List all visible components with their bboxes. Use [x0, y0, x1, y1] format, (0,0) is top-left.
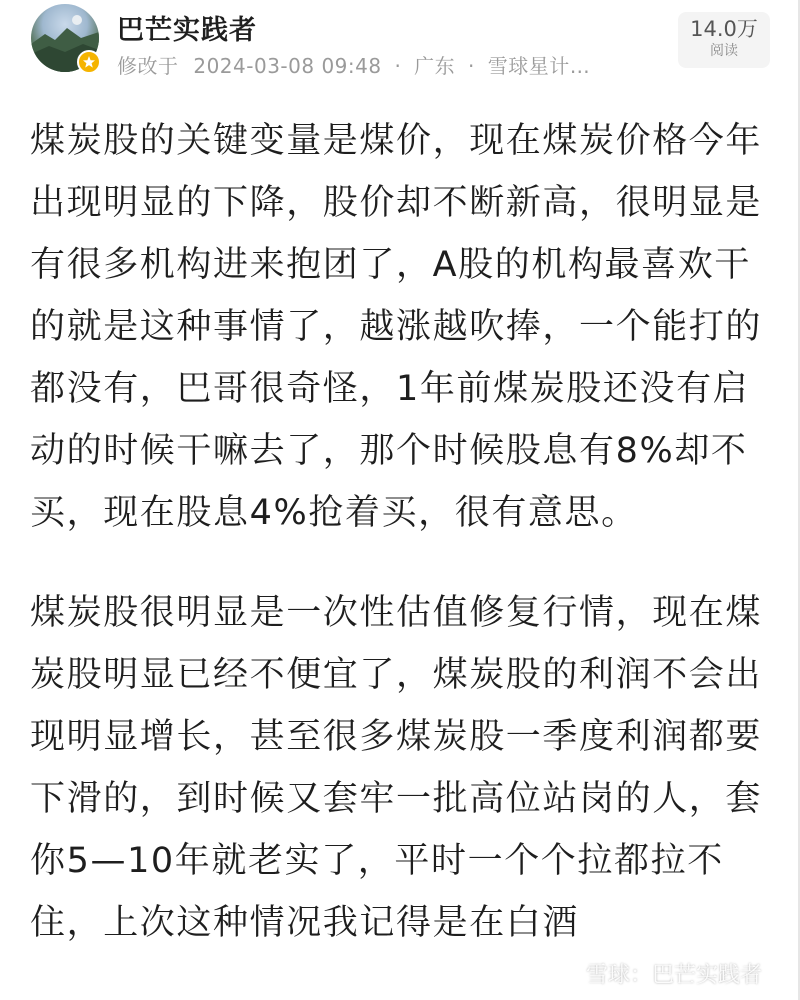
- meta-separator: ·: [468, 54, 475, 78]
- snowball-icon: [560, 962, 582, 990]
- meta-separator: ·: [394, 54, 402, 78]
- watermark-text: 雪球：巴芒实践者: [586, 963, 763, 988]
- read-label: 阅读: [710, 43, 738, 59]
- edited-time: 2024-03-08 09:48: [193, 54, 382, 78]
- author-name[interactable]: 巴芒实践者: [117, 15, 257, 46]
- read-count: 14.0万: [690, 17, 758, 41]
- post-header: [0, 0, 800, 95]
- verified-badge-icon: [77, 50, 101, 74]
- watermark: [560, 958, 762, 990]
- post-source[interactable]: 雪球星计…: [487, 54, 591, 78]
- post-paragraph: 煤炭股的关键变量是煤价，现在煤炭价格今年出现明显的下降，股价却不断新高，很明显是有很多机构进来抱团了，A股的机构最喜欢干的就是这种事情了，越涨越吹捧，一个能打的都没有，巴哥很奇怪，1年前煤炭股还没有启动的时候干嘛去了，那个时候股息有8%却不买，现在股息4%抢着买，很有意思。: [30, 121, 763, 533]
- post-meta: [117, 50, 590, 79]
- post-location: 广东: [414, 54, 456, 78]
- post-paragraph: 煤炭股很明显是一次性估值修复行情，现在煤炭股明显已经不便宜了，煤炭股的利润不会出现明显增长，甚至很多煤炭股一季度利润都要下滑的，到时候又套牢一批高位站岗的人，套你5—10年就老实了，平时一个个拉都拉不住，上次这种情况我记得是在白酒: [30, 593, 763, 943]
- edited-prefix: 修改于: [117, 54, 179, 78]
- read-count-badge: [678, 12, 770, 68]
- post-body: [30, 110, 775, 954]
